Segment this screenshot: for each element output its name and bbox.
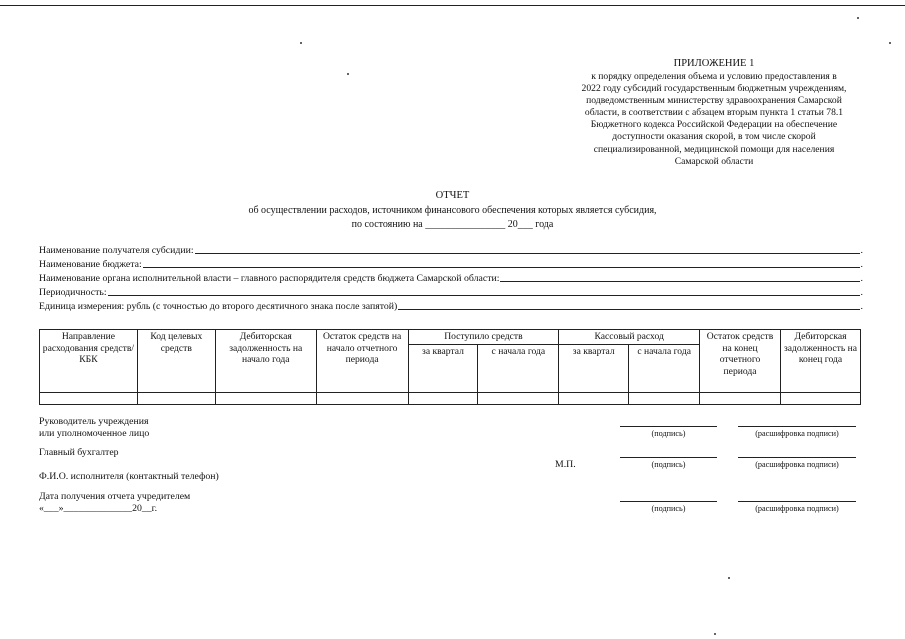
- table-cell[interactable]: [478, 392, 559, 404]
- decode-caption: (расшифровка подписи): [755, 429, 839, 438]
- accountant-signature-line[interactable]: [620, 457, 717, 458]
- table-cell[interactable]: [40, 392, 138, 404]
- head-line2: или уполномоченное лицо: [39, 428, 150, 439]
- date-signature-line[interactable]: [620, 501, 717, 502]
- end-mark: .: [860, 245, 863, 256]
- unit-line[interactable]: [398, 308, 859, 310]
- appendix-line: специализированной, медицинской помощи для населения: [593, 143, 835, 155]
- scan-speck: [728, 577, 730, 579]
- budget-line[interactable]: [143, 266, 860, 268]
- header-receivable-start: Дебиторская задолженность на начало года: [215, 330, 316, 393]
- periodicity-line[interactable]: [108, 294, 860, 296]
- budget-field[interactable]: [39, 259, 863, 270]
- authority-field[interactable]: [39, 273, 863, 284]
- header-direction: Направление расходования средств/КБК: [40, 330, 138, 393]
- report-title: ОТЧЕТ: [435, 190, 470, 201]
- header-received-year: с начала года: [478, 344, 559, 392]
- scan-speck: [889, 42, 891, 44]
- signature-caption: (подпись): [651, 429, 686, 438]
- date-received-block: [39, 491, 190, 515]
- recipient-line[interactable]: [195, 252, 860, 254]
- header-target-code: Код целевых средств: [137, 330, 215, 393]
- recipient-label: Наименование получателя субсидии:: [39, 245, 194, 256]
- header-cash-expense: Кассовый расход: [559, 330, 700, 345]
- unit-label: Единица измерения: рубль (с точностью до второго десятичного знака после запятой): [39, 301, 398, 312]
- header-received-quarter: за квартал: [408, 344, 478, 392]
- head-signature-label: [39, 416, 149, 440]
- end-mark: .: [860, 301, 863, 312]
- table-cell[interactable]: [629, 392, 700, 404]
- header-expense-year: с начала года: [629, 344, 700, 392]
- header-balance-end: Остаток средств на конец отчетного периода: [700, 330, 781, 393]
- appendix-line: Самарской области: [674, 155, 754, 167]
- stamp-mark: М.П.: [555, 459, 576, 470]
- head-line1: Руководитель учреждения: [39, 416, 149, 427]
- appendix-line: 2022 году субсидий государственным бюджетным учреждениям,: [581, 83, 847, 95]
- date-received-label: Дата получения отчета учредителем: [39, 491, 191, 502]
- header-balance-start: Остаток средств на начало отчетного периода: [316, 330, 408, 393]
- appendix-line: доступности оказания скорой, в том числе скорой: [612, 131, 816, 143]
- end-mark: .: [860, 273, 863, 284]
- scan-speck: [347, 73, 349, 75]
- header-expense-quarter: за квартал: [559, 344, 629, 392]
- head-signature-line[interactable]: [620, 426, 717, 427]
- report-subtitle: об осуществлении расходов, источником финансового обеспечения которых является субсидия,: [248, 205, 657, 216]
- accountant-decode-line[interactable]: [738, 457, 856, 458]
- report-date-line: по состоянию на ________________ 20___ года: [351, 219, 554, 230]
- recipient-field[interactable]: [39, 245, 863, 256]
- end-mark: .: [860, 287, 863, 298]
- end-mark: .: [860, 259, 863, 270]
- report-table: [39, 329, 861, 405]
- decode-caption: (расшифровка подписи): [755, 460, 839, 469]
- decode-caption: (расшифровка подписи): [755, 504, 839, 513]
- appendix-line: Бюджетного кодекса Российской Федерации на обеспечение: [590, 119, 838, 131]
- signature-caption: (подпись): [651, 504, 686, 513]
- top-border-line: [0, 5, 905, 6]
- date-received-line[interactable]: «___»______________20__г.: [39, 503, 158, 514]
- table-cell[interactable]: [559, 392, 629, 404]
- budget-label: Наименование бюджета:: [39, 259, 142, 270]
- scan-speck: [857, 17, 859, 19]
- appendix-block: [548, 57, 880, 168]
- authority-line[interactable]: [500, 280, 859, 282]
- head-decode-line[interactable]: [738, 426, 856, 427]
- executor-label: Ф.И.О. исполнителя (контактный телефон): [39, 471, 219, 482]
- appendix-line: области, в соответствии с абзацем вторым пункта 1 статьи 78.1: [584, 107, 844, 119]
- table-cell[interactable]: [137, 392, 215, 404]
- table-cell[interactable]: [780, 392, 860, 404]
- table-cell[interactable]: [215, 392, 316, 404]
- periodicity-field[interactable]: [39, 287, 863, 298]
- scan-speck: [714, 633, 716, 635]
- date-decode-line[interactable]: [738, 501, 856, 502]
- table-cell[interactable]: [408, 392, 478, 404]
- table-cell[interactable]: [316, 392, 408, 404]
- scan-speck: [300, 42, 302, 44]
- unit-field[interactable]: [39, 301, 863, 312]
- table-row: [40, 392, 861, 404]
- table-cell[interactable]: [700, 392, 781, 404]
- chief-accountant-label: Главный бухгалтер: [39, 447, 119, 458]
- authority-label: Наименование органа исполнительной власти – главного распорядителя средств бюджета Самарской области:: [39, 273, 500, 284]
- appendix-title: ПРИЛОЖЕНИЕ 1: [673, 58, 755, 69]
- header-receivable-end: Дебиторская задолженность на конец года: [780, 330, 860, 393]
- appendix-line: подведомственным министерству здравоохранения Самарской: [586, 95, 842, 107]
- header-received: Поступило средств: [408, 330, 559, 345]
- periodicity-label: Периодичность:: [39, 287, 107, 298]
- signature-caption: (подпись): [651, 460, 686, 469]
- appendix-line: к порядку определения объема и условию предоставления в: [591, 71, 837, 82]
